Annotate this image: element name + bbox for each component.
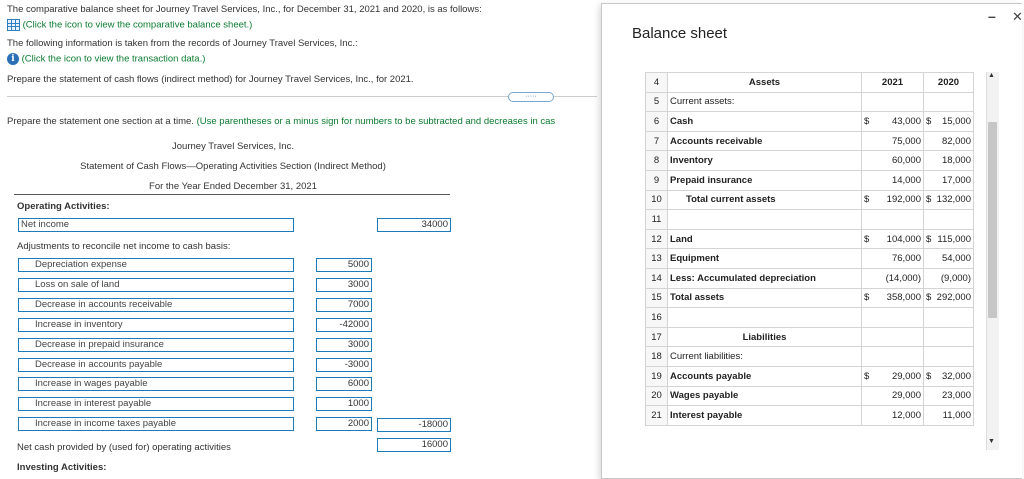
statement-title: Statement of Cash Flows—Operating Activities Section (Indirect Method) bbox=[80, 161, 386, 172]
adjustment-label-field[interactable]: Decrease in accounts payable bbox=[18, 358, 294, 372]
amount-cell bbox=[862, 112, 924, 132]
amount-value: (14,000) bbox=[885, 272, 921, 284]
amount-value: 14,000 bbox=[891, 174, 921, 186]
empty-cell bbox=[862, 210, 924, 230]
balance-sheet-row bbox=[646, 190, 974, 210]
balance-sheet-row bbox=[646, 210, 974, 230]
amount-cell bbox=[924, 112, 974, 132]
amount-cell bbox=[862, 268, 924, 288]
investing-header: Investing Activities: bbox=[17, 462, 107, 473]
amount-value: 115,000 bbox=[937, 233, 971, 245]
row-label bbox=[668, 210, 862, 230]
amount-value: 292,000 bbox=[936, 292, 971, 304]
amount-cell bbox=[924, 131, 974, 151]
balance-sheet-row bbox=[646, 386, 974, 406]
amount-cell bbox=[862, 151, 924, 171]
row-number: 15 bbox=[646, 288, 668, 308]
adjustment-label-field[interactable]: Increase in inventory bbox=[18, 318, 294, 332]
balance-sheet-row bbox=[646, 112, 974, 132]
row-number: 12 bbox=[646, 229, 668, 249]
empty-cell bbox=[924, 347, 974, 367]
dollar-sign: $ bbox=[864, 115, 870, 127]
empty-cell bbox=[924, 92, 974, 112]
amount-value: 12,000 bbox=[891, 409, 921, 421]
adjustment-value-field[interactable]: 2000 bbox=[316, 417, 372, 431]
row-label: Inventory bbox=[668, 151, 862, 171]
balance-sheet-row bbox=[646, 249, 974, 269]
amount-cell bbox=[862, 406, 924, 426]
row-label: Total current assets bbox=[668, 190, 862, 210]
amount-value: 54,000 bbox=[941, 253, 971, 265]
row-number: 19 bbox=[646, 366, 668, 386]
adjustment-label-field[interactable]: Decrease in accounts receivable bbox=[18, 298, 294, 312]
balance-sheet-link-row[interactable] bbox=[7, 19, 252, 31]
year-header bbox=[924, 327, 974, 347]
balance-sheet-row bbox=[646, 268, 974, 288]
row-number: 13 bbox=[646, 249, 668, 269]
adjustment-value-field[interactable]: 5000 bbox=[316, 258, 372, 272]
amount-value: 17,000 bbox=[941, 174, 971, 186]
row-number: 6 bbox=[646, 112, 668, 132]
amount-cell bbox=[862, 190, 924, 210]
minimize-button[interactable]: – bbox=[988, 8, 996, 24]
row-number: 8 bbox=[646, 151, 668, 171]
adjustment-label-field[interactable]: Increase in interest payable bbox=[18, 397, 294, 411]
amount-cell bbox=[862, 170, 924, 190]
row-label: Equipment bbox=[668, 249, 862, 269]
net-cash-value-field[interactable]: 16000 bbox=[377, 438, 451, 452]
scrollbar-thumb[interactable] bbox=[988, 122, 997, 318]
amount-value: 358,000 bbox=[886, 292, 921, 304]
adjustment-label-field[interactable]: Decrease in prepaid insurance bbox=[18, 338, 294, 352]
close-button[interactable]: ✕ bbox=[1012, 9, 1023, 24]
row-label: Assets bbox=[668, 73, 862, 93]
adjust-total-field[interactable]: -18000 bbox=[377, 418, 451, 432]
amount-cell bbox=[924, 151, 974, 171]
table-icon[interactable] bbox=[7, 19, 20, 31]
instruction-note: (Use parentheses or a minus sign for numbers to be subtracted and decreases in cas bbox=[196, 116, 556, 127]
adjustment-label-field[interactable]: Increase in income taxes payable bbox=[18, 417, 294, 431]
balance-sheet-row bbox=[646, 229, 974, 249]
amount-cell bbox=[924, 229, 974, 249]
amount-value: 23,000 bbox=[941, 390, 971, 402]
instruction bbox=[7, 116, 555, 127]
row-label: Total assets bbox=[668, 288, 862, 308]
amount-cell bbox=[862, 386, 924, 406]
row-label bbox=[668, 308, 862, 328]
amount-value: 11,000 bbox=[942, 409, 971, 421]
row-number: 18 bbox=[646, 347, 668, 367]
amount-cell bbox=[862, 249, 924, 269]
row-number: 10 bbox=[646, 190, 668, 210]
row-label: Less: Accumulated depreciation bbox=[668, 268, 862, 288]
adjustment-value-field[interactable]: -42000 bbox=[316, 318, 372, 332]
balance-sheet-row bbox=[646, 288, 974, 308]
row-number: 7 bbox=[646, 131, 668, 151]
amount-cell bbox=[862, 229, 924, 249]
row-number: 14 bbox=[646, 268, 668, 288]
amount-value: 43,000 bbox=[891, 115, 921, 127]
adjustment-value-field[interactable]: -3000 bbox=[316, 358, 372, 372]
row-label: Current liabilities: bbox=[668, 347, 862, 367]
amount-cell bbox=[862, 288, 924, 308]
row-number: 9 bbox=[646, 170, 668, 190]
amount-value: 76,000 bbox=[891, 253, 921, 265]
dollar-sign: $ bbox=[864, 370, 870, 382]
balance-sheet-row bbox=[646, 366, 974, 386]
transaction-link-row[interactable] bbox=[7, 53, 205, 65]
scroll-down-icon[interactable]: ▼ bbox=[988, 438, 995, 445]
amount-value: 104,000 bbox=[886, 233, 921, 245]
expand-button[interactable]: ····· bbox=[508, 92, 554, 102]
row-label: Current assets: bbox=[668, 92, 862, 112]
problem-info: The following information is taken from the records of Journey Travel Services, Inc.: bbox=[7, 38, 358, 49]
empty-cell bbox=[862, 308, 924, 328]
adjustment-label-field[interactable]: Increase in wages payable bbox=[18, 377, 294, 391]
row-number: 11 bbox=[646, 210, 668, 230]
dollar-sign: $ bbox=[864, 292, 870, 304]
amount-cell bbox=[924, 288, 974, 308]
info-icon[interactable]: i bbox=[7, 53, 19, 65]
balance-sheet-title: Balance sheet bbox=[632, 25, 728, 42]
dollar-sign: $ bbox=[864, 233, 870, 245]
balance-sheet-row bbox=[646, 131, 974, 151]
balance-sheet-row bbox=[646, 308, 974, 328]
empty-cell bbox=[924, 210, 974, 230]
amount-cell bbox=[862, 366, 924, 386]
amount-cell bbox=[924, 249, 974, 269]
amount-value: 60,000 bbox=[891, 155, 921, 167]
net-cash-label: Net cash provided by (used for) operating activities bbox=[17, 442, 231, 453]
balance-sheet-table bbox=[645, 72, 974, 426]
row-label: Wages payable bbox=[668, 386, 862, 406]
amount-value: 18,000 bbox=[941, 155, 971, 167]
empty-cell bbox=[924, 308, 974, 328]
empty-cell bbox=[862, 347, 924, 367]
instruction-text: Prepare the statement one section at a time. bbox=[7, 116, 194, 127]
row-number: 16 bbox=[646, 308, 668, 328]
row-number: 4 bbox=[646, 73, 668, 93]
row-label: Liabilities bbox=[668, 327, 862, 347]
dollar-sign: $ bbox=[864, 194, 870, 206]
row-number: 21 bbox=[646, 406, 668, 426]
adjustment-label-field[interactable]: Loss on sale of land bbox=[18, 278, 294, 292]
company-name: Journey Travel Services, Inc. bbox=[172, 141, 294, 152]
row-label: Land bbox=[668, 229, 862, 249]
problem-intro: The comparative balance sheet for Journey Travel Services, Inc., for December 31, 2021 and 2020, is as follows: bbox=[7, 4, 482, 15]
amount-cell bbox=[924, 190, 974, 210]
amount-cell bbox=[924, 366, 974, 386]
row-label: Accounts receivable bbox=[668, 131, 862, 151]
row-label: Prepaid insurance bbox=[668, 170, 862, 190]
balance-sheet-row bbox=[646, 73, 974, 93]
amount-value: 32,000 bbox=[941, 370, 971, 382]
amount-value: 15,000 bbox=[941, 115, 971, 127]
adjustment-value-field[interactable]: 1000 bbox=[316, 397, 372, 411]
net-income-label-field[interactable]: Net income bbox=[18, 218, 294, 232]
header-rule bbox=[14, 194, 450, 195]
amount-cell bbox=[924, 170, 974, 190]
balance-sheet-row bbox=[646, 406, 974, 426]
balance-sheet-row bbox=[646, 92, 974, 112]
row-label: Accounts payable bbox=[668, 366, 862, 386]
dollar-sign: $ bbox=[926, 194, 932, 206]
problem-task: Prepare the statement of cash flows (indirect method) for Journey Travel Services, Inc., for 2021. bbox=[7, 74, 414, 85]
adjustment-value-field[interactable]: 6000 bbox=[316, 377, 372, 391]
amount-value: 192,000 bbox=[886, 194, 921, 206]
row-label: Cash bbox=[668, 112, 862, 132]
adjustment-value-field[interactable]: 7000 bbox=[316, 298, 372, 312]
row-number: 17 bbox=[646, 327, 668, 347]
balance-sheet-row bbox=[646, 327, 974, 347]
statement-period: For the Year Ended December 31, 2021 bbox=[149, 181, 317, 192]
dollar-sign: $ bbox=[926, 115, 932, 127]
amount-cell bbox=[924, 386, 974, 406]
dollar-sign: $ bbox=[926, 233, 932, 245]
row-label: Interest payable bbox=[668, 406, 862, 426]
row-number: 20 bbox=[646, 386, 668, 406]
dollar-sign: $ bbox=[926, 292, 932, 304]
amount-cell bbox=[924, 406, 974, 426]
balance-sheet-row bbox=[646, 170, 974, 190]
operating-header: Operating Activities: bbox=[17, 201, 110, 212]
balance-sheet-link[interactable]: (Click the icon to view the comparative balance sheet.) bbox=[22, 19, 253, 31]
transaction-data-link[interactable]: (Click the icon to view the transaction data.) bbox=[21, 53, 206, 65]
amount-value: 132,000 bbox=[936, 194, 971, 206]
year-header: 2020 bbox=[924, 73, 974, 93]
amount-value: 29,000 bbox=[891, 370, 921, 382]
adjustment-label-field[interactable]: Depreciation expense bbox=[18, 258, 294, 272]
year-header: 2021 bbox=[862, 73, 924, 93]
amount-cell bbox=[862, 131, 924, 151]
row-number: 5 bbox=[646, 92, 668, 112]
empty-cell bbox=[862, 92, 924, 112]
amount-value: (9,000) bbox=[940, 272, 971, 284]
balance-sheet-row bbox=[646, 347, 974, 367]
amount-value: 75,000 bbox=[891, 135, 921, 147]
net-income-value-field[interactable]: 34000 bbox=[377, 218, 451, 232]
adjustment-value-field[interactable]: 3000 bbox=[316, 278, 372, 292]
amount-cell bbox=[924, 268, 974, 288]
adjust-header: Adjustments to reconcile net income to cash basis: bbox=[17, 241, 231, 252]
amount-value: 29,000 bbox=[891, 390, 921, 402]
dollar-sign: $ bbox=[926, 370, 932, 382]
year-header bbox=[862, 327, 924, 347]
balance-sheet-row bbox=[646, 151, 974, 171]
adjustment-value-field[interactable]: 3000 bbox=[316, 338, 372, 352]
scroll-up-icon[interactable]: ▲ bbox=[988, 72, 995, 79]
amount-value: 82,000 bbox=[941, 135, 971, 147]
